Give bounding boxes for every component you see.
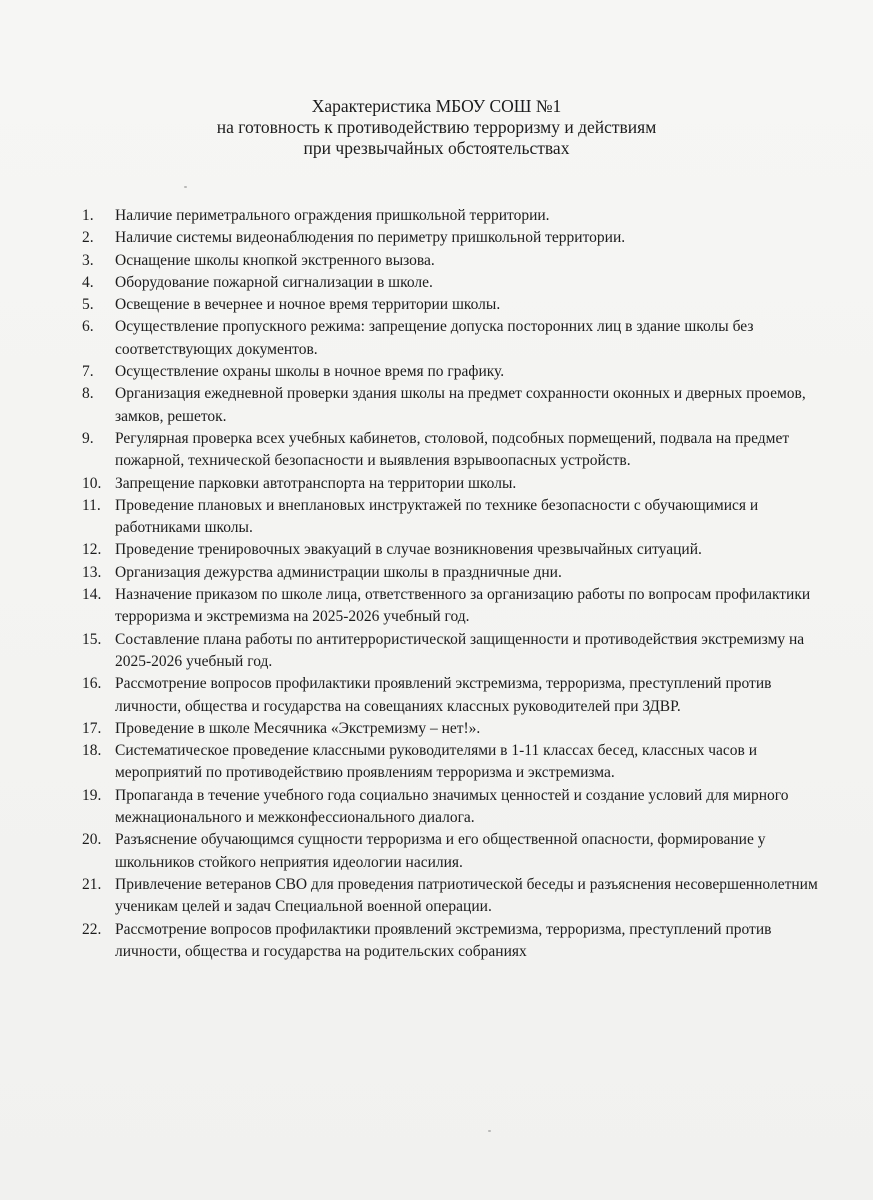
item-number: 9. (82, 429, 94, 447)
list-item (82, 829, 822, 874)
list-item (82, 629, 822, 674)
list-item (82, 272, 822, 294)
list-item (82, 316, 822, 361)
scan-speck (184, 186, 187, 188)
item-number: 6. (82, 318, 94, 336)
list-item (82, 361, 822, 383)
item-text: Организация ежедневной проверки здания школы на предмет сохранности оконных и дверных проемов, замков, решеток. (115, 385, 806, 425)
item-text: Осуществление охраны школы в ночное время по графику. (115, 363, 505, 381)
list-item (82, 205, 822, 227)
item-number: 22. (82, 920, 102, 938)
title-line-3: при чрезвычайных обстоятельствах (303, 138, 570, 158)
list-item (82, 874, 822, 919)
item-number: 1. (82, 207, 94, 224)
item-text: Запрещение парковки автотранспорта на территории школы. (115, 474, 517, 492)
item-number: 20. (82, 831, 102, 849)
item-text: Разъяснение обучающимся сущности терроризма и его общественной опасности, формирование у школьников стойкого неприятия идеологии насилия. (115, 831, 766, 871)
item-text: Проведение в школе Месячника «Экстремизму – нет!». (115, 719, 481, 737)
list-item (82, 428, 822, 473)
item-text: Проведение тренировочных эвакуаций в случае возникновения чрезвычайных ситуаций. (115, 541, 702, 559)
list-item (82, 539, 822, 561)
item-text: Привлечение ветеранов СВО для проведения патриотической беседы и разъяснения несовершеннолетним ученикам целей и задач Специальной военной операции. (115, 875, 818, 916)
scan-speck (488, 1130, 491, 1132)
list-item (82, 383, 822, 428)
item-text: Рассмотрение вопросов профилактики проявлений экстремизма, терроризма, преступлений против личности, общества и государства на совещаниях классных руководителей при ЗДВР. (115, 675, 772, 715)
title-line-1: Характеристика МБОУ СОШ №1 (311, 96, 562, 116)
item-text: Оборудование пожарной сигнализации в школе. (115, 273, 433, 291)
title-line-2: на готовность к противодействию терроризму и действиям (216, 117, 657, 137)
item-text: Регулярная проверка всех учебных кабинетов, столовой, подсобных пормещений, подвала на предмет пожарной, технической безопасности и выявления взрывоопасных устройств. (115, 429, 790, 470)
item-number: 5. (82, 296, 94, 314)
list-item (82, 250, 822, 272)
item-text: Наличие системы видеонаблюдения по периметру пришкольной территории. (115, 229, 626, 247)
item-text: Оснащение школы кнопкой экстренного вызова. (115, 251, 435, 269)
item-number: 21. (82, 875, 102, 893)
list-item (82, 227, 822, 249)
item-number: 18. (82, 742, 102, 760)
item-number: 16. (82, 675, 102, 693)
list-item (82, 673, 822, 718)
item-number: 3. (82, 251, 94, 269)
list-item (82, 785, 822, 830)
item-text: Освещение в вечернее и ночное время территории школы. (115, 296, 501, 314)
item-number: 4. (82, 273, 94, 291)
item-text: Осуществление пропускного режима: запрещение допуска посторонних лиц в здание школы без соответствующих документов. (115, 318, 754, 358)
list-item (82, 584, 822, 629)
item-number: 2. (82, 229, 94, 247)
list-item (82, 718, 822, 740)
list-item (82, 740, 822, 785)
item-text: Наличие периметрального ограждения пришкольной территории. (115, 207, 550, 224)
document-title (0, 96, 873, 159)
item-text: Систематическое проведение классными руководителями в 1-11 классах бесед, классных часов и мероприятий по противодействию проявлениям терроризма и экстремизма. (115, 742, 758, 782)
item-number: 17. (82, 719, 102, 737)
list-item (82, 562, 822, 584)
item-number: 19. (82, 786, 102, 804)
item-number: 15. (82, 630, 102, 648)
item-number: 12. (82, 541, 102, 559)
item-text: Составление плана работы по антитеррористической защищенности и противодействия экстремизму на 2025-2026 учебный год. (115, 630, 805, 670)
list-item (82, 473, 822, 495)
item-text: Пропаганда в течение учебного года социально значимых ценностей и создание условий для мирного межнационального и межконфессионального диалога. (115, 786, 789, 827)
item-number: 14. (82, 586, 102, 604)
list-item (82, 495, 822, 540)
list-item (82, 919, 822, 964)
item-text: Рассмотрение вопросов профилактики проявлений экстремизма, терроризма, преступлений против личности, общества и государства на родительских собраниях (115, 920, 772, 960)
item-text: Организация дежурства администрации школы в праздничные дни. (115, 563, 562, 581)
item-number: 7. (82, 363, 94, 381)
item-text: Назначение приказом по школе лица, ответственного за организацию работы по вопросам профилактики терроризма и экстремизма на 2025-2026 учебный год. (115, 586, 811, 626)
item-number: 10. (82, 474, 102, 492)
item-number: 11. (82, 496, 101, 514)
measures-list (82, 205, 822, 963)
item-number: 13. (82, 563, 102, 581)
list-item (82, 294, 822, 316)
item-number: 8. (82, 385, 94, 403)
item-text: Проведение плановых и внеплановых инструктажей по технике безопасности с обучающимися и работниками школы. (115, 496, 759, 537)
